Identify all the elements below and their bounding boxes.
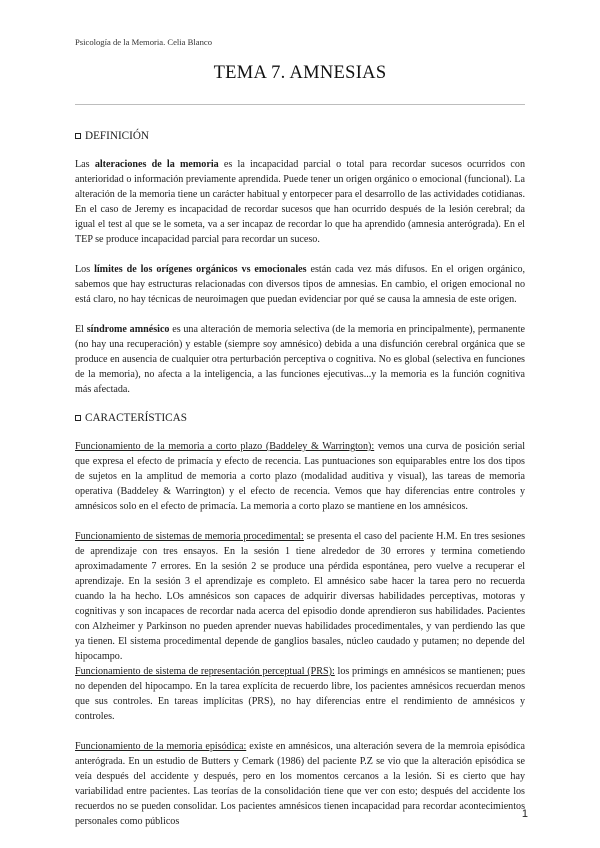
text: es una alteración de memoria selectiva (de la memoria en principalmente), permanente (no hay una recuperación) y estable (siempre soy amnésico) debida a una disfunción cerebral orgánica que se produce en ausencia de cualquier otra perturbación perceptiva o cognitiva. No es global (selectiva en funciones de la memoria), no afecta a la inteligencia, a las funciones ejecutivas...y la memoria es la función cognitiva más afectada. (75, 324, 525, 395)
bold-term: síndrome amnésico (86, 324, 170, 335)
subsection-title: Funcionamiento de la memoria a corto plazo (Baddeley & Warrington): (75, 441, 375, 452)
paragraph-limites (75, 262, 525, 307)
text: existe en amnésicos, una alteración severa de la memroia episódica anterógrada. En un estudio de Butters y Cemark (1986) del paciente P.Z se vio que la alteración episódica se veía después del accidente y después, pero en los momentos cercanos a la lesión. Si es cierto que hay variabilidad entre pacientes. Las teorías de la consolidación tiene que ver con esto; después del accidente los recuerdos no se pueden consolidar. Los pacientes amnésicos tienen incapacidad para recordar acontecimientos personales como públicos (75, 741, 525, 827)
bold-term: alteraciones de la memoria (94, 159, 219, 170)
paragraph-episodica (75, 739, 525, 829)
subsection-title: Funcionamiento de la memoria episódica: (75, 741, 247, 752)
paragraph-sindrome (75, 322, 525, 397)
page-number: 1 (521, 808, 528, 820)
text: El (75, 324, 87, 335)
section-heading-definicion (75, 128, 525, 144)
square-bullet-icon (75, 415, 81, 421)
section-heading-label: CARACTERÍSTICAS (85, 412, 187, 424)
text: es la incapacidad parcial o total para recordar sucesos ocurridos con anterioridad o información previamente aprendida. Puede tener un origen orgánico o emocional (funcional). La alteración de la memoria tiene un carácter habitual y entorpecer para el desarrollo de las actividades cotidianas. En el caso de Jeremy es incapacidad de recordar sucesos que han ocurrido después de la lesión cerebral; da igual el test al que se le someta, va a ser incapaz de recordar lo que ha aprendido (amnesia anterógrada). En el TEP se produce incapacidad parcial para recordar un suceso. (75, 159, 525, 245)
subsection-title: Funcionamiento de sistemas de memoria procedimental: (75, 531, 304, 542)
text: los primings en amnésicos se mantienen; pues no dependen del hipocampo. En la tarea explícita de recuerdo libre, los pacientes amnésicos recuerdan menos que sus controles. En tareas implícitas (PRS), no hay diferencias entre el rendimiento de amnésicos y controles. (75, 666, 525, 722)
paragraph-corto-plazo (75, 439, 525, 514)
paragraph-prs (75, 664, 525, 724)
text: vemos una curva de posición serial que expresa el efecto de primacía y efecto de recencia. Las puntuaciones son equiparables entre los dos tipos de sujetos en la amplitud de memoria a corto plazo (modalidad auditiva y visual), las tareas de memoria operativa (Baddeley & Warrington) y el efecto de recencia. Vemos que hay diferencias entre controles y amnésicos solo en el efecto de primacía. La memoria a corto plazo se mantiene en los amnésicos. (75, 441, 526, 512)
running-header: Psicología de la Memoria. Celia Blanco (75, 37, 212, 47)
text: Las (75, 159, 95, 170)
text: están cada vez más difusos. En el origen orgánico, sabemos que hay estructuras relacionadas con diversos tipos de amnesias. En cambio, el origen emocional no está claro, no hay técnicas de neuroimagen que puedan evidenciar por qué se causa la amnesia de este origen. (75, 264, 526, 305)
text: se presenta el caso del paciente H.M. En tres sesiones de aprendizaje con tres ensayos. En la sesión 1 tiene alrededor de 30 errores y termina cometiendo aproximadamente 7 errores. En la sesión 2 se produce una pérdida espontánea, pero vuelve a recuperar el aprendizaje. En la sesión 3 el aprendizaje es completo. El amnésico sabe hacer la tarea pero no recuerda cuando la ha hecho. LOs amnésicos son capaces de adquirir diversas habilidades perceptivas, motoras y cognitivas y son incapaces de recordar nada acerca del episodio donde aprendieron sus habilidades. Pacientes con Alzheimer y Parkinson no pueden aprender nuevas habilidades procedimentales, y van perdiendo las que ya tienen. El sistema procedimental depende de ganglios basales, núcleo caudado y putamen; no depende del hipocampo. (75, 531, 526, 662)
document-body (75, 128, 525, 829)
page-title: TEMA 7. AMNESIAS (213, 63, 387, 83)
paragraph-alteraciones (75, 157, 525, 247)
section-heading-label: DEFINICIÓN (85, 130, 150, 142)
text: Los (75, 264, 95, 275)
paragraph-procedimental (75, 529, 525, 664)
section-heading-caracteristicas (75, 410, 525, 426)
bold-term: límites de los orígenes orgánicos vs emocionales (94, 264, 307, 275)
subsection-title: Funcionamiento de sistema de representación perceptual (PRS): (75, 666, 335, 677)
square-bullet-icon (75, 133, 81, 139)
title-divider (75, 104, 525, 105)
